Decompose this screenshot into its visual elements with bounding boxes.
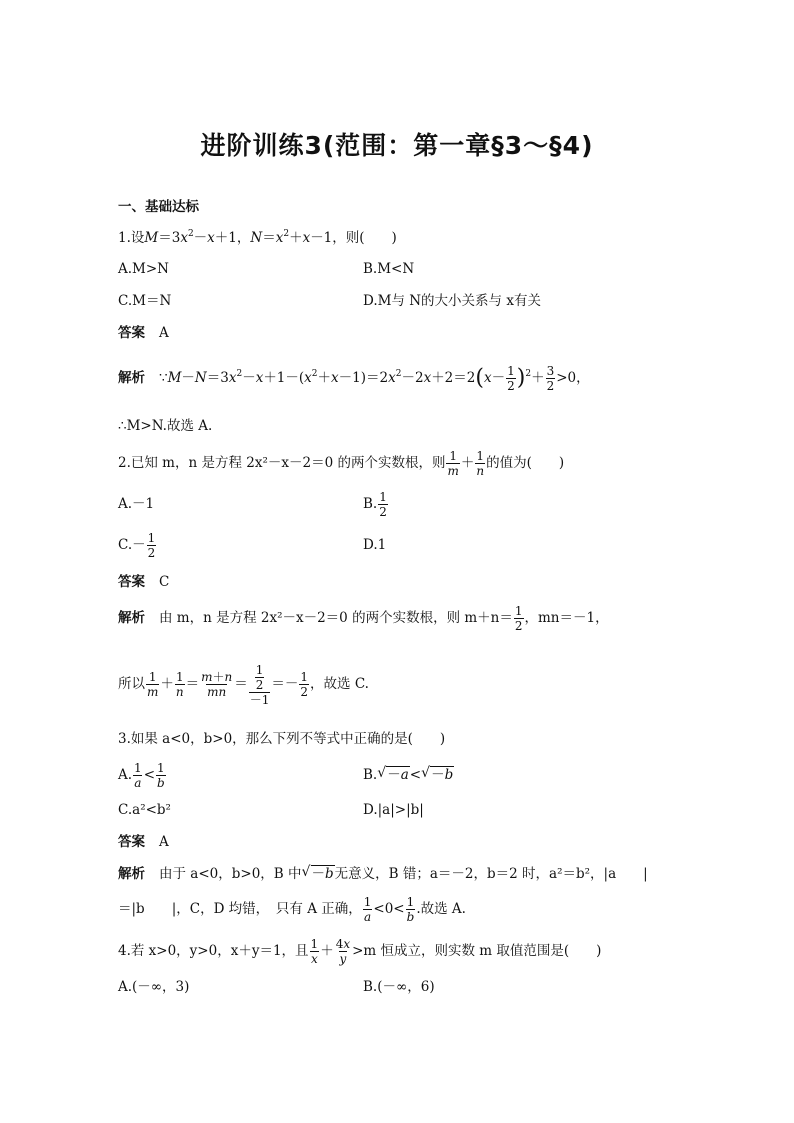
question-2-analysis: 解析 由 m，n 是方程 2x²－x－2＝0 的两个实数根，则 m＋n＝ $\frac{1}{2}$ ，mn＝－1， (118, 604, 609, 633)
page-title: 进阶训练3(范围：第一章§3～§4) (200, 131, 594, 160)
question-3-analysis-cont: ＝|b |，C，D 均错， 只有 A 正确， $\frac{1}{a}$ <0< $\frac{1}{b}$ .故选 A. (118, 895, 466, 924)
section-heading: 一、基础达标 (118, 199, 199, 215)
question-1-option-c: C.M＝N (118, 293, 172, 309)
question-2-option-b: B. $\frac{1}{2}$ (363, 490, 387, 519)
question-3-option-d: D.|a|>|b| (363, 802, 424, 818)
question-4-option-b: B.(－∞，6) (363, 979, 435, 995)
question-3-analysis: 解析 由于 a<0，b>0，B 中√ －b无意义，B 错；a＝－2，b＝2 时，a²＝b²，|a | (118, 865, 648, 883)
question-1-option-a: A.M>N (118, 261, 169, 277)
question-1-answer: 答案 A (118, 325, 169, 341)
question-1-analysis: 解析 $\because M-N=3x^2-x+1-(x^2+x-1)=2x^2-2x+2=2(x-$ $\frac{1}{2}$ )$^2$＋ $\frac{3}{2}$ >0， (118, 364, 590, 393)
question-2-option-d: D.1 (363, 537, 387, 553)
question-4-option-a: A.(－∞，3) (118, 979, 190, 995)
question-3-option-a: A. $\frac{1}{a}$ < $\frac{1}{b}$ (118, 761, 165, 790)
question-2-option-a: A.－1 (118, 496, 155, 512)
question-3-answer: 答案 A (118, 834, 169, 850)
question-1-option-d: D.M与 N的大小关系与 x有关 (363, 293, 541, 309)
question-1-option-b: B.M<N (363, 261, 415, 277)
question-3-option-c: C.a²<b² (118, 802, 171, 818)
question-2-stem: 2.已知 m，n 是方程 2x²－x－2＝0 的两个实数根，则 $\frac{1}{m}$ ＋ $\frac{1}{n}$ 的值为( ) (118, 449, 565, 478)
question-2-option-c: C.－ $\frac{1}{2}$ (118, 531, 156, 560)
question-1-stem: 1.设$M=3x^2-x+1$，$N=x^2+x-1$，则( ) (118, 229, 397, 246)
question-4-stem: 4.若 x>0，y>0，x＋y＝1，且 $\frac{1}{x}$ ＋ $\frac{4x}{y}$ >m 恒成立，则实数 m 取值范围是( ) (118, 937, 602, 966)
question-3-option-b: B.√ －a<√ －b (363, 766, 454, 784)
question-2-answer: 答案 C (118, 574, 170, 590)
question-2-analysis-cont: 所以 $\frac{1}{m}$ ＋ $\frac{1}{n}$ ＝ $\frac{m+n}{mn}$ ＝ $\frac{\frac{1}{2}}{-1}$ ＝－ $\frac{1}{2}$ ，故选 C. (118, 662, 369, 707)
question-1-conclusion: ∴M>N.故选 A. (118, 418, 213, 434)
question-3-stem: 3.如果 a<0，b>0，那么下列不等式中正确的是( ) (118, 731, 446, 747)
